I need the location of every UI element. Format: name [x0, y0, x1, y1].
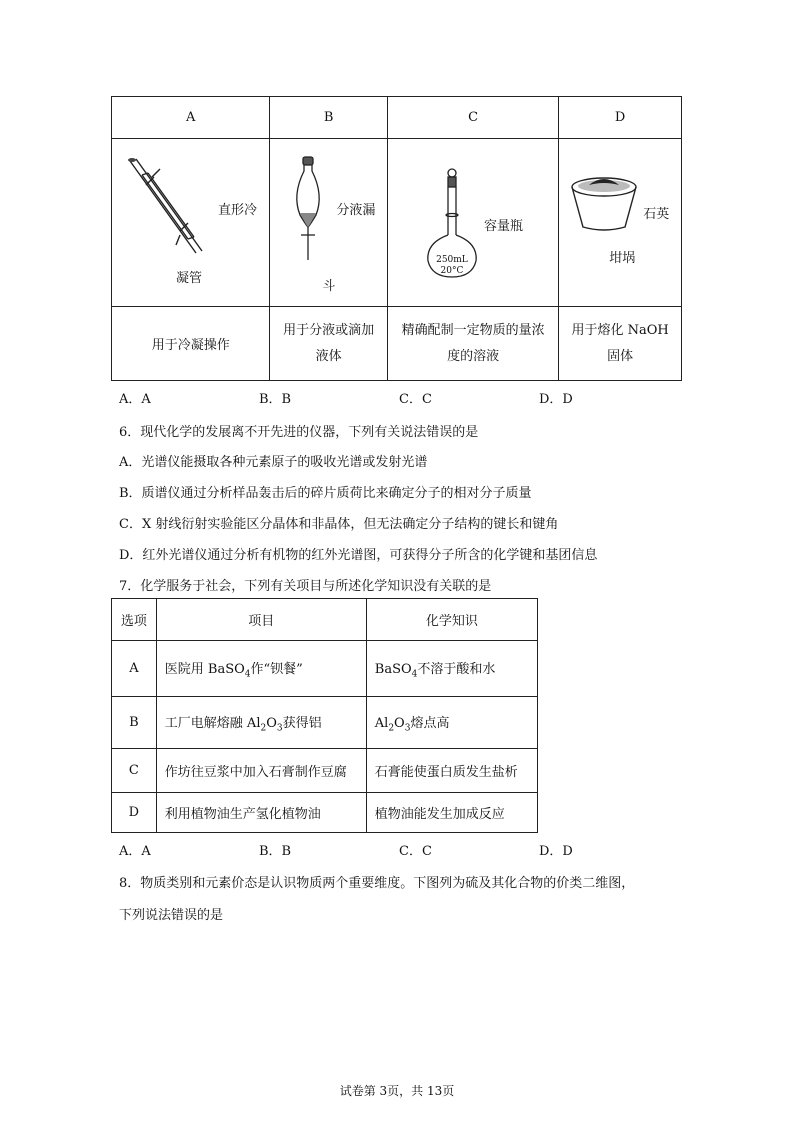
q5-table [111, 96, 682, 381]
q5-use-c-line2: 度的溶液 [447, 348, 500, 364]
q5-use-c [387, 307, 558, 381]
q7-row-b-know-sub: 2 [388, 723, 395, 734]
q7-row-b-item-mid: O [266, 715, 277, 731]
q5-use-c-line1: 精确配制一定物质的量浓 [401, 322, 545, 338]
q5-header-b: B [270, 97, 388, 139]
q5-d-label-2: 坩埚 [609, 251, 636, 266]
q7-row-d-item: 利用植物油生产氢化植物油 [156, 793, 366, 833]
q5-option-a[interactable]: A．A [119, 392, 151, 407]
straight-condenser-icon [124, 155, 204, 265]
page-footer: 试卷第 3页，共 13页 [339, 1084, 455, 1098]
q5-c-label: 容量瓶 [483, 219, 523, 234]
q7-header-knowledge: 化学知识 [366, 599, 537, 641]
separatory-funnel-icon [288, 155, 328, 265]
q6-option-c[interactable]: C．X 射线衍射实验能区分晶体和非晶体，但无法确定分子结构的键长和键角 [119, 517, 559, 532]
table-row [112, 749, 538, 793]
q5-use-b-line2: 液体 [315, 348, 342, 364]
q5-a-label-1: 直形冷 [218, 203, 258, 218]
q7-row-b-option: B [112, 697, 157, 749]
table-row [112, 641, 538, 697]
q7-row-a-item-pre: 医院用 BaSO [164, 661, 245, 677]
q7-option-b[interactable]: B．B [259, 844, 292, 859]
q5-b-label-1: 分液漏 [336, 203, 376, 218]
flask-temperature-text: 20°C [440, 266, 464, 276]
q8-stem-line-1: 8．物质类别和元素价态是认识物质两个重要维度。下图列为硫及其化合物的价类二维图， [119, 876, 635, 891]
q5-cell-d-image [559, 139, 682, 307]
q8-stem-line-2: 下列说法错误的是 [119, 908, 224, 923]
q7-header-item: 项目 [156, 599, 366, 641]
q6-option-b[interactable]: B．质谱仪通过分析样品轰击后的碎片质荷比来确定分子的相对分子质量 [119, 486, 532, 501]
crucible-icon [569, 173, 639, 233]
q7-row-b-item-sub: 2 [260, 723, 267, 734]
q7-row-b-know-pre: Al [374, 715, 389, 731]
q5-cell-b-image [270, 139, 388, 307]
table-row [112, 697, 538, 749]
q7-row-c-item: 作坊往豆浆中加入石膏制作豆腐 [156, 749, 366, 793]
q5-use-d-line1: 用于熔化 NaOH [571, 322, 669, 338]
q5-header-c: C [387, 97, 558, 139]
q5-flask-marking [426, 255, 478, 277]
q5-header-a: A [112, 97, 270, 139]
q7-table [111, 598, 538, 833]
flask-volume-text: 250mL [436, 255, 468, 265]
q7-row-a-option: A [112, 641, 157, 697]
q5-d-label-1: 石英 [643, 207, 670, 222]
q5-use-b-line1: 用于分液或滴加 [283, 322, 375, 338]
q7-header-option: 选项 [112, 599, 157, 641]
q5-options [119, 388, 679, 407]
q5-option-d[interactable]: D．D [539, 392, 573, 407]
q7-stem: 7．化学服务于社会，下列有关项目与所述化学知识没有关联的是 [119, 579, 492, 594]
q5-use-b [270, 307, 388, 381]
q6-option-d[interactable]: D．红外光谱仪通过分析有机物的红外光谱图，可获得分子所含的化学键和基团信息 [119, 548, 598, 563]
q7-row-d-knowledge: 植物油能发生加成反应 [366, 793, 537, 833]
q7-row-b-know-mid: O [394, 715, 405, 731]
q7-row-b-item [156, 697, 366, 749]
q7-option-d[interactable]: D．D [539, 844, 573, 859]
q7-row-a-item-sub: 4 [244, 669, 251, 680]
q7-row-a-item-post: 作“钡餐” [250, 661, 303, 677]
q7-row-b-know-post: 熔点高 [410, 715, 450, 731]
table-row [112, 793, 538, 833]
q5-use-d [559, 307, 682, 381]
q7-row-b-know-sub2: 3 [404, 723, 411, 734]
q7-row-b-item-sub2: 3 [276, 723, 283, 734]
q7-option-a[interactable]: A．A [119, 844, 151, 859]
q7-row-b-item-pre: 工厂电解熔融 Al [164, 715, 261, 731]
q7-row-a-know-post: 不溶于酸和水 [417, 661, 496, 677]
q7-row-a-know-sub: 4 [411, 669, 418, 680]
q5-a-label-2: 凝管 [176, 271, 203, 286]
q7-row-a-know-pre: BaSO [374, 661, 412, 677]
q5-use-d-line2: 固体 [607, 348, 634, 364]
q5-header-d: D [559, 97, 682, 139]
q5-b-label-2: 斗 [322, 279, 336, 294]
q7-row-b-item-post: 获得铝 [282, 715, 322, 731]
q7-row-c-knowledge: 石膏能使蛋白质发生盐析 [366, 749, 537, 793]
q5-option-c[interactable]: C．C [399, 392, 432, 407]
q7-row-b-knowledge [366, 697, 537, 749]
q7-options [119, 840, 679, 859]
q5-cell-c-image [387, 139, 558, 307]
q7-row-a-item [156, 641, 366, 697]
q6-option-a[interactable]: A．光谱仪能摄取各种元素原子的吸收光谱或发射光谱 [119, 455, 428, 470]
q7-row-a-knowledge [366, 641, 537, 697]
q5-option-b[interactable]: B．B [259, 392, 292, 407]
q7-row-c-option: C [112, 749, 157, 793]
q7-option-c[interactable]: C．C [399, 844, 432, 859]
q5-use-a: 用于冷凝操作 [112, 307, 270, 381]
q6-stem: 6．现代化学的发展离不开先进的仪器，下列有关说法错误的是 [119, 425, 479, 440]
q7-row-d-option: D [112, 793, 157, 833]
q5-cell-a-image [112, 139, 270, 307]
